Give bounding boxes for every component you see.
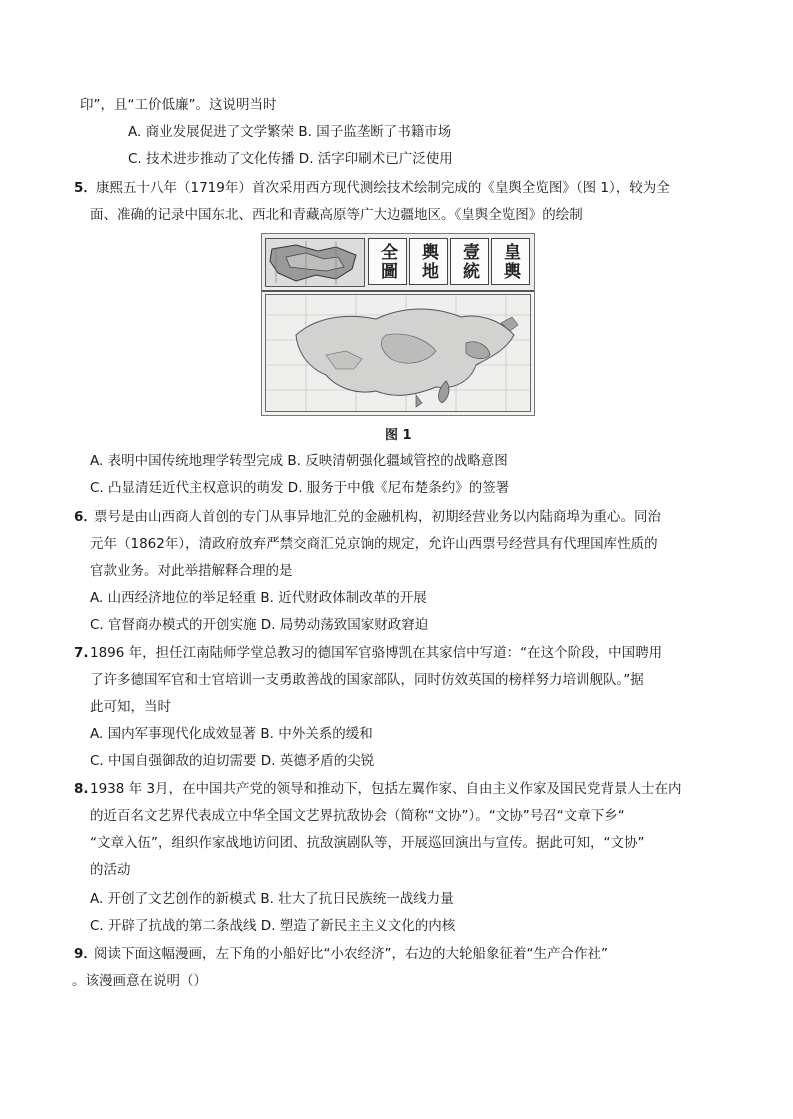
huangyu-quanlan-map-figure: [261, 233, 535, 416]
question-7-options-ab: A. 国内军事现代化成效显著 B. 中外关系的缓和: [90, 726, 373, 742]
map-main-area: [265, 294, 531, 412]
question-5-options-cd: C. 凸显清廷近代主权意识的萌发 D. 服务于中俄《尼布楚条约》的签署: [90, 480, 510, 496]
map-title-cell-3: 壹統: [450, 238, 489, 285]
question-8-options-ab: A. 开创了文艺创作的新模式 B. 壮大了抗日民族统一战线力量: [90, 891, 454, 907]
question-9-number: 9．: [74, 946, 97, 962]
question-8-stem-line-2: 的近百名文艺界代表成立中华全国文艺界抗敌协会（简称“文协”）。“文协”号召“文章下乡“: [90, 808, 625, 824]
map-main-drawing: [266, 295, 530, 411]
question-7-stem-line-1: 1896 年，担任江南陆师学堂总教习的德国军官骆博凯在其家信中写道：“在这个阶段，中国聘用: [90, 645, 663, 661]
figure-1-caption: 图 1: [385, 428, 412, 443]
question-8-stem-line-1: 1938 年 3月，在中国共产党的领导和推动下，包括左翼作家、自由主义作家及国民党背景人士在内: [90, 781, 682, 797]
question-4-options-cd: C. 技术进步推动了文化传播 D. 活字印刷术已广泛使用: [128, 151, 453, 167]
question-4-stem-end: 印”，且“工价低廉”。这说明当时: [80, 97, 277, 113]
map-title-cell-1: 全圖: [368, 238, 407, 285]
question-6-options-cd: C. 官督商办模式的开创实施 D. 局势动荡致国家财政窘迫: [90, 617, 429, 633]
question-9-stem-line-1: 阅读下面这幅漫画，左下角的小船好比“小农经济”，右边的大轮船象征着“生产合作社”: [94, 946, 608, 962]
question-6-number: 6．: [74, 509, 97, 525]
question-8-stem-line-4: 的活动: [90, 862, 131, 878]
question-6-stem-line-2: 元年（1862年），清政府放弃严禁交商汇兑京饷的规定，允许山西票号经营具有代理国库性质的: [90, 536, 658, 552]
question-4-options-ab: A. 商业发展促进了文学繁荣 B. 国子监垄断了书籍市场: [128, 124, 452, 140]
map-inset-drawing: [266, 239, 364, 286]
question-7-stem-line-3: 此可知，当时: [90, 699, 171, 715]
question-6-stem-line-1: 票号是由山西商人首创的专门从事异地汇兑的金融机构，初期经营业务以内陆商埠为重心。同治: [94, 509, 661, 525]
question-5-options-ab: A. 表明中国传统地理学转型完成 B. 反映清朝强化疆域管控的战略意图: [90, 453, 508, 469]
question-8-options-cd: C. 开辟了抗战的第二条战线 D. 塑造了新民主主义文化的内核: [90, 918, 456, 934]
map-header-band: [262, 234, 534, 292]
map-inset: [265, 238, 365, 287]
question-9-stem-line-2: 。该漫画意在说明（）: [72, 973, 207, 989]
map-title-cell-4: 皇輿: [491, 238, 530, 285]
question-6-stem-line-3: 官款业务。对此举措解释合理的是: [90, 563, 293, 579]
question-5-stem-line-2: 面、准确的记录中国东北、西北和青藏高原等广大边疆地区。《皇舆全览图》的绘制: [90, 207, 583, 223]
map-title-cells: [368, 238, 530, 285]
question-5-number: 5．: [74, 180, 97, 196]
question-7-options-cd: C. 中国自强御敌的迫切需要 D. 英德矛盾的尖锐: [90, 753, 375, 769]
question-8-number: 8.: [74, 781, 89, 797]
map-title-cell-2: 輿地: [409, 238, 448, 285]
question-6-options-ab: A. 山西经济地位的举足轻重 B. 近代财政体制改革的开展: [90, 590, 427, 606]
question-7-stem-line-2: 了许多德国军官和士官培训一支勇敢善战的国家部队，同时仿效英国的榜样努力培训舰队。”据: [90, 672, 644, 688]
question-8-stem-line-3: “文章入伍”，组织作家战地访问团、抗敌演剧队等，开展巡回演出与宣传。据此可知，“文协”: [90, 835, 645, 851]
question-7-number: 7.: [74, 645, 89, 661]
question-5-stem-line-1: 康熙五十八年（1719年）首次采用西方现代测绘技术绘制完成的《皇舆全览图》（图 1），较为全: [96, 180, 670, 196]
